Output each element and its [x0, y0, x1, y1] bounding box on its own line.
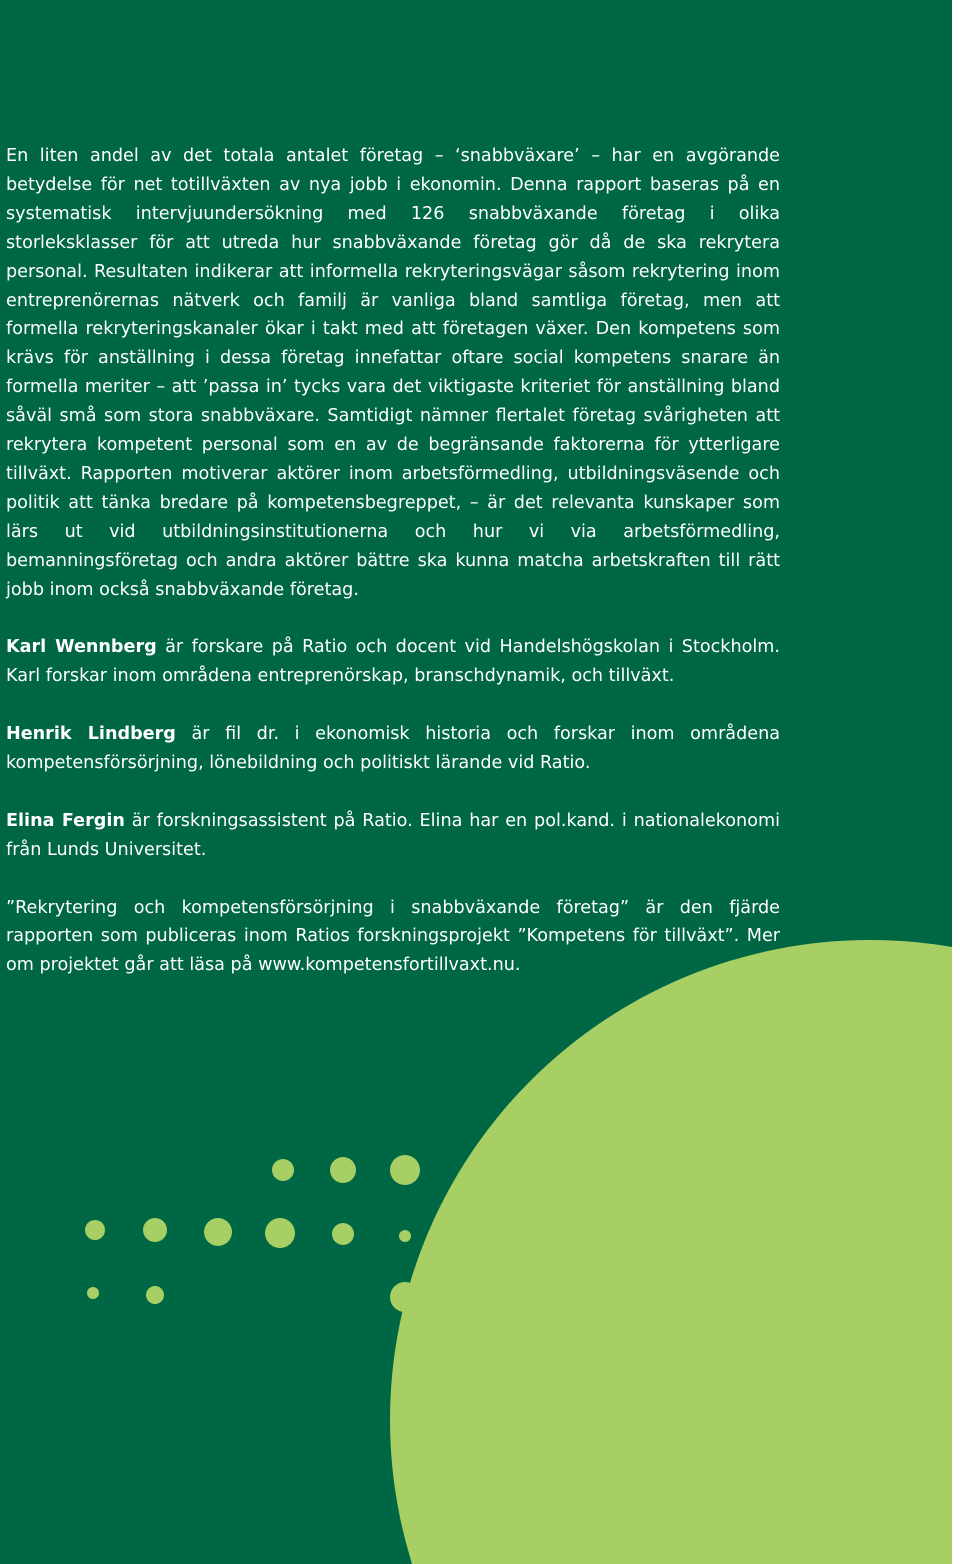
dot	[496, 1256, 534, 1294]
dot	[493, 1483, 547, 1537]
dot	[143, 1218, 167, 1242]
author-name: Elina Fergin	[6, 810, 125, 831]
dot	[399, 1230, 411, 1242]
dot	[448, 1343, 482, 1377]
dot	[395, 1350, 415, 1370]
dot	[204, 1218, 232, 1246]
dot	[272, 1159, 294, 1181]
dot	[332, 1223, 354, 1245]
author-description: är forskare på Ratio och docent vid Handelshögskolan i Stockholm. Karl forskar inom områdena entreprenörskap, branschdynamik, och tillväxt.	[6, 637, 781, 687]
dot-pattern-group	[85, 940, 952, 1564]
author-bio	[6, 633, 780, 691]
dot	[564, 1159, 606, 1201]
abstract-paragraph: En liten andel av det totala antalet företag – ‘snabbväxare’ – har en avgörande betydelse för net totillväxten av nya jobb i ekonomin. Denna rapport baseras på en systematisk intervjuundersökning med 126 snabbväxande företag i olika storleksklasser för att utreda hur snabbväxande företag gör då de ska rekrytera personal. Resultaten indikerar att informella rekryteringsvägar såsom rekrytering inom entreprenörernas nätverk och familj är vanliga bland samtliga företag, men att formella rekryteringskanaler ökar i takt med att företagen växer. Den kompetens som krävs för anställning i dessa företag innefattar oftare social kompetens snarare än formella meriter – att ’passa in’ tycks vara det viktigaste kriteriet för anställning bland såväl små som stora snabbväxare. Samtidigt nämner flertalet företag svårigheten att rekrytera kompetent personal som en av de begränsande faktorerna för ytterligare tillväxt. Rapporten motiverar aktörer inom arbetsförmedling, utbildningsväsende och politik att tänka bredare på kompetensbegreppet, – är det relevanta kunskaper som lärs ut vid utbildningsinstitutionerna och hur vi via arbetsförmedling, bemanningsföretag och andra aktörer bättre ska kunna matcha arbetskraften till rätt jobb inom också snabbväxande företag.	[6, 146, 780, 600]
dot	[330, 1157, 356, 1183]
dot	[556, 1391, 614, 1449]
author-bio	[6, 807, 780, 865]
dot	[690, 1070, 750, 1130]
dot	[146, 1286, 164, 1304]
dot	[752, 1012, 808, 1068]
dot	[558, 1333, 612, 1387]
dot	[446, 1401, 484, 1439]
dot	[497, 1367, 543, 1413]
dot	[554, 1274, 606, 1326]
dot	[499, 1309, 541, 1351]
dot	[811, 1011, 875, 1075]
project-note: ”Rekrytering och kompetensförsörjning i snabbväxande företag” är den fjärde rapporten som publiceras inom Ratios forskningsprojekt ”Kompetens för tillväxt”. Mer om projektet går att läsa på www.kompetensfortillvaxt.nu.	[6, 897, 780, 976]
dot	[390, 1155, 420, 1185]
author-name: Karl Wennberg	[6, 637, 157, 658]
dot	[876, 1011, 944, 1079]
author-description: är fil dr. i ekonomisk historia och forskar inom områdena kompetensförsörjning, lönebildning och politiskt lärande vid Ratio.	[6, 724, 781, 773]
dot	[626, 1111, 674, 1159]
dot	[688, 1128, 752, 1192]
dot	[503, 1198, 537, 1232]
dot	[448, 1228, 472, 1252]
dot	[555, 1450, 615, 1510]
dot	[85, 1220, 105, 1240]
author-name: Henrik Lindberg	[6, 724, 176, 745]
back-cover-text	[6, 142, 780, 1009]
dot	[822, 967, 858, 1003]
dot	[390, 1282, 420, 1312]
dot	[446, 1286, 474, 1314]
dot	[436, 1516, 484, 1564]
dot	[438, 1458, 482, 1502]
author-bio	[6, 720, 780, 778]
dot	[555, 1215, 605, 1265]
dot	[87, 1287, 99, 1299]
author-description: är forskningsassistent på Ratio. Elina har en pol.kand. i nationalekonomi från Lunds Universitet.	[6, 810, 780, 860]
dot	[880, 955, 930, 1005]
dot	[265, 1218, 295, 1248]
dot	[495, 1425, 545, 1475]
